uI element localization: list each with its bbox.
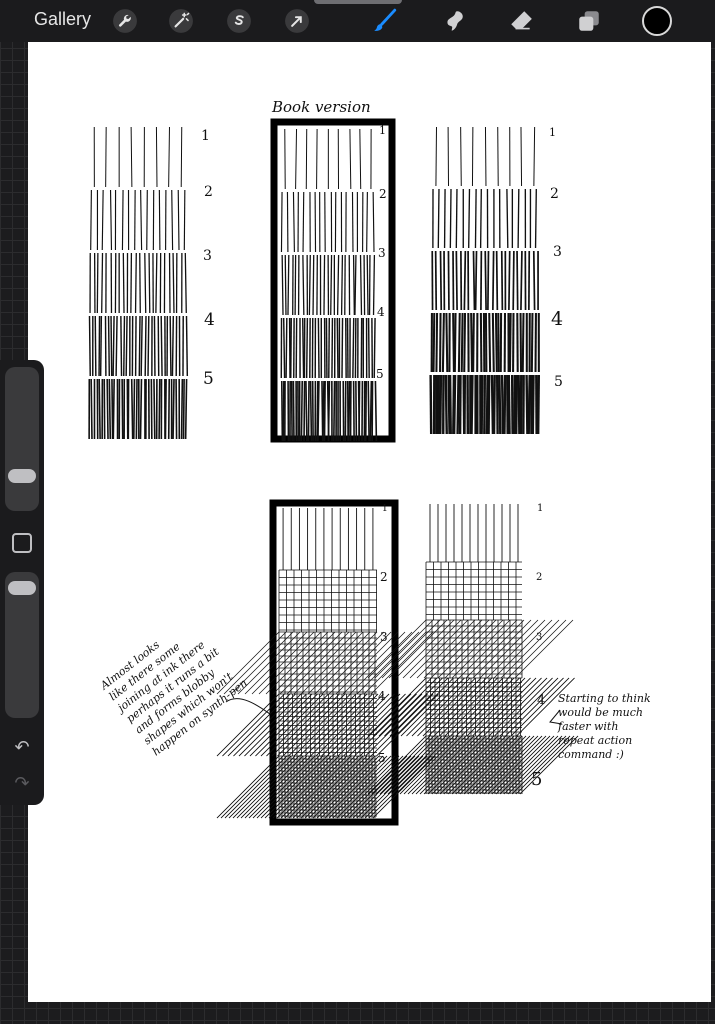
book-hatch-stroke [308,381,309,441]
book-hatch-stroke [292,381,293,441]
book-hatch-stroke [284,318,285,378]
right-hatch-stroke [489,375,490,434]
right-hatch-stroke [469,189,470,248]
left-hatch-stroke [140,253,141,313]
right-hatch-stroke [446,313,447,372]
right-hatch-stroke [536,189,537,248]
left-number-2: 2 [204,184,213,200]
book-number-4: 4 [377,305,385,319]
right-hatch-stroke [509,251,510,310]
book-hatch-stroke [374,318,375,378]
cross-right-number-5: 5 [531,769,543,790]
right-hatch-stroke [532,313,533,372]
book-hatch-stroke [296,129,297,189]
book-hatch-stroke [286,318,287,378]
right-hatch-stroke [462,313,463,372]
right-hatch-stroke [527,375,528,434]
magic-wand-icon[interactable] [166,6,196,36]
cross-book-stroke [225,756,287,818]
left-hatch-stroke [91,379,92,439]
right-hatch-stroke [443,313,444,372]
left-hatch-stroke [141,379,142,439]
left-hatch-stroke [139,316,140,376]
right-hatch-stroke [440,375,441,434]
book-hatch-stroke [361,255,362,315]
book-hatch-stroke [353,318,354,378]
book-hatch-stroke [318,318,319,378]
left-hatch-stroke [107,379,108,439]
cross-right-stroke [410,620,468,678]
left-hatch-stroke [159,190,160,250]
left-hatch-stroke [136,379,137,439]
cross-book-stroke [315,632,377,694]
left-hatch-stroke [136,253,137,313]
left-hatch-stroke [184,190,185,250]
right-hatch-stroke [459,313,460,372]
left-hatch-stroke [111,190,112,250]
left-sidebar [0,360,44,805]
book-hatch-stroke [342,255,343,315]
right-hatch-stroke [502,375,503,434]
left-hatch-stroke [185,253,186,313]
left-hatch-stroke [154,316,155,376]
heading-book-version: Book version [272,98,371,116]
cross-book-number-5: 5 [378,751,386,765]
right-hatch-stroke [458,375,459,434]
right-hatch-stroke [519,375,520,434]
right-hatch-stroke [521,251,522,310]
book-hatch-stroke [293,381,294,441]
left-hatch-stroke [178,190,179,250]
right-hatch-stroke [498,313,499,372]
cross-right-stroke [374,678,432,736]
note-left-handwritten: Almost looks like there some joining at ink there perhaps it runs a bit and forms blobby shapes which won't happen on synth-pen [98,638,250,759]
left-hatch-stroke [111,316,112,376]
right-number-1: 1 [549,126,556,139]
book-number-5: 5 [376,367,384,381]
book-hatch-stroke [303,192,304,252]
left-number-1: 1 [201,128,210,144]
book-hatch-stroke [375,381,376,441]
book-hatch-stroke [331,255,332,315]
cross-right-stroke [480,620,538,678]
book-hatch-stroke [356,381,357,441]
right-hatch-stroke [454,375,455,434]
undo-icon[interactable]: ↶ [14,737,30,757]
left-hatch-stroke [169,127,170,187]
right-hatch-stroke [517,251,518,310]
right-hatch-stroke [455,313,456,372]
book-hatch-stroke [311,381,312,441]
book-hatch-stroke [283,381,284,441]
left-hatch-stroke [156,253,157,313]
right-hatch-stroke [450,375,451,434]
book-hatch-stroke [303,255,304,315]
right-hatch-stroke [494,375,495,434]
book-hatch-stroke [373,192,374,252]
right-hatch-stroke [481,189,482,248]
right-hatch-stroke [507,189,508,248]
color-picker-button[interactable] [642,6,672,36]
right-hatch-stroke [431,375,432,434]
book-hatch-stroke [282,255,283,315]
cross-book-stroke [233,756,295,818]
cross-right-stroke [466,620,524,678]
left-hatch-stroke [121,316,122,376]
brush-icon[interactable] [370,6,400,36]
right-hatch-stroke [446,375,447,434]
book-hatch-stroke [317,129,318,189]
book-hatch-stroke [325,381,326,441]
book-hatch-stroke [364,255,365,315]
right-hatch-stroke [485,127,486,186]
top-pull-handle[interactable] [314,0,402,4]
square-icon[interactable] [12,533,32,553]
cross-right-number-3: 3 [536,632,543,643]
left-hatch-stroke [165,379,166,439]
cross-right-stroke [508,620,566,678]
book-hatch-stroke [354,381,355,441]
book-number-3: 3 [378,246,386,260]
left-hatch-stroke [149,253,150,313]
book-hatch-stroke [303,318,304,378]
left-hatch-stroke [173,253,174,313]
book-hatch-stroke [324,255,325,315]
book-hatch-stroke [349,381,350,441]
left-hatch-stroke [182,379,183,439]
book-hatch-stroke [309,255,310,315]
left-hatch-stroke [91,190,92,250]
left-hatch-stroke [102,190,103,250]
right-hatch-stroke [518,189,519,248]
left-hatch-stroke [186,379,187,439]
cross-right-stroke [452,620,510,678]
cross-right-stroke [494,620,552,678]
right-hatch-stroke [453,313,454,372]
book-hatch-stroke [370,381,371,441]
left-number-4: 4 [204,310,215,330]
cross-right-stroke [375,620,433,678]
right-hatch-stroke [510,313,511,372]
opacity-slider[interactable] [5,572,39,718]
book-hatch-stroke [354,255,355,315]
cross-book-stroke [369,756,431,818]
left-hatch-stroke [95,316,96,376]
right-hatch-stroke [513,251,514,310]
brush-size-knob[interactable] [8,469,36,483]
left-hatch-stroke [156,127,157,187]
right-hatch-stroke [529,375,530,434]
right-hatch-stroke [488,251,489,310]
book-hatch-stroke [301,381,302,441]
right-hatch-stroke [523,313,524,372]
left-hatch-stroke [131,127,132,187]
left-hatch-stroke [148,316,149,376]
left-hatch-stroke [147,190,148,250]
left-hatch-stroke [113,379,114,439]
cross-book-stroke [287,632,349,694]
left-hatch-stroke [170,316,171,376]
right-hatch-stroke [473,313,474,372]
left-hatch-stroke [145,316,146,376]
cross-book-stroke [301,632,363,694]
left-hatch-stroke [173,379,174,439]
right-hatch-stroke [493,251,494,310]
right-hatch-stroke [489,313,490,372]
book-hatch-stroke [282,381,283,441]
book-hatch-stroke [367,192,368,252]
book-hatch-stroke [295,255,296,315]
left-hatch-stroke [106,127,107,187]
right-hatch-stroke [456,251,457,310]
layers-icon[interactable] [574,6,604,36]
left-hatch-stroke [131,253,132,313]
left-hatch-stroke [141,190,142,250]
right-hatch-stroke [516,375,517,434]
book-hatch-stroke [360,129,361,189]
right-hatch-stroke [441,251,442,310]
left-hatch-stroke [112,379,113,439]
book-hatch-stroke [328,381,329,441]
right-hatch-stroke [464,313,465,372]
cross-right-number-1: 1 [537,503,544,514]
cross-right-stroke [438,620,496,678]
book-hatch-stroke [355,255,356,315]
left-hatch-stroke [113,316,114,376]
left-hatch-stroke [89,316,90,376]
right-hatch-stroke [448,251,449,310]
cross-book-number-4: 4 [378,689,386,703]
left-hatch-stroke [116,316,117,376]
left-hatch-stroke [172,190,173,250]
book-hatch-stroke [307,318,308,378]
right-hatch-stroke [504,375,505,434]
transform-arrow-icon[interactable] [282,6,312,36]
right-hatch-stroke [538,375,539,434]
right-hatch-stroke [499,375,500,434]
selection-s-icon[interactable] [224,6,254,36]
right-hatch-stroke [502,251,503,310]
left-hatch-stroke [97,253,98,313]
book-hatch-stroke [337,318,338,378]
left-hatch-stroke [186,316,187,376]
left-hatch-stroke [124,316,125,376]
right-number-5: 5 [554,374,563,390]
cross-book-stroke [259,632,321,694]
note-right-handwritten: Starting to think would be much faster with repeat action command :) [558,692,651,761]
book-hatch-stroke [281,192,282,252]
wrench-icon[interactable] [110,6,140,36]
right-hatch-stroke [450,189,451,248]
book-hatch-stroke [374,255,375,315]
right-hatch-stroke [533,375,534,434]
redo-icon[interactable]: ↷ [14,773,30,793]
right-hatch-stroke [464,251,465,310]
book-hatch-stroke [350,129,351,189]
right-hatch-stroke [473,251,474,310]
right-hatch-stroke [497,251,498,310]
left-hatch-stroke [122,379,123,439]
right-hatch-stroke [509,375,510,434]
book-hatch-stroke [359,381,360,441]
left-hatch-stroke [109,316,110,376]
right-hatch-stroke [472,375,473,434]
right-hatch-stroke [481,313,482,372]
cross-book-number-3: 3 [380,630,388,644]
left-hatch-stroke [122,190,123,250]
cross-book-number-1: 1 [382,504,388,514]
left-hatch-stroke [145,253,146,313]
cross-right-stroke [424,620,482,678]
right-hatch-stroke [492,375,493,434]
right-hatch-stroke [471,313,472,372]
left-hatch-stroke [123,253,124,313]
top-toolbar [0,0,715,42]
book-hatch-stroke [367,255,368,315]
gallery-button[interactable]: Gallery [34,9,92,29]
book-hatch-stroke [334,381,335,441]
book-hatch-stroke [313,255,314,315]
right-hatch-stroke [534,127,535,186]
left-hatch-stroke [134,379,135,439]
right-hatch-stroke [436,251,437,310]
right-hatch-stroke [521,127,522,186]
right-hatch-stroke [438,189,439,248]
right-hatch-stroke [485,251,486,310]
left-number-3: 3 [203,248,212,264]
left-hatch-stroke [109,379,110,439]
brush-size-slider[interactable] [5,367,39,511]
left-hatch-stroke [161,316,162,376]
right-hatch-stroke [461,127,462,186]
cross-book-stroke [357,632,419,694]
right-number-3: 3 [553,244,562,260]
left-hatch-stroke [141,316,142,376]
left-hatch-stroke [159,379,160,439]
right-hatch-stroke [475,189,476,248]
right-number-4: 4 [551,308,564,330]
right-number-2: 2 [550,186,559,202]
book-hatch-stroke [338,255,339,315]
left-hatch-stroke [172,316,173,376]
book-number-1: 1 [379,124,386,137]
left-number-5: 5 [203,369,214,389]
book-hatch-stroke [288,255,289,315]
right-hatch-stroke [434,313,435,372]
right-hatch-stroke [496,313,497,372]
opacity-knob[interactable] [8,581,36,595]
left-hatch-stroke [102,253,103,313]
book-hatch-stroke [293,192,294,252]
right-hatch-stroke [476,251,477,310]
smudge-icon[interactable] [440,6,470,36]
cross-right-stroke [515,620,573,678]
cross-book-number-2: 2 [380,570,388,584]
cross-book-stroke [252,632,314,694]
left-hatch-stroke [126,316,127,376]
book-hatch-stroke [285,255,286,315]
book-hatch-stroke [306,381,307,441]
book-number-2: 2 [379,187,387,201]
cross-right-number-4: 4 [537,693,546,708]
book-hatch-stroke [366,381,367,441]
left-hatch-stroke [101,316,102,376]
book-hatch-stroke [291,318,292,378]
book-hatch-stroke [369,318,370,378]
left-hatch-stroke [181,127,182,187]
artwork [28,42,711,1002]
cross-right-stroke [382,620,440,678]
right-hatch-stroke [482,375,483,434]
book-hatch-stroke [318,381,319,441]
right-hatch-stroke [436,313,437,372]
eraser-icon[interactable] [506,6,536,36]
cross-right-number-2: 2 [536,572,543,583]
right-hatch-stroke [456,189,457,248]
book-hatch-stroke [342,318,343,378]
left-hatch-stroke [132,379,133,439]
book-hatch-stroke [304,381,305,441]
left-hatch-stroke [184,379,185,439]
cross-book-stroke [273,632,335,694]
left-hatch-stroke [99,379,100,439]
book-hatch-stroke [368,381,369,441]
right-hatch-stroke [436,127,437,186]
left-hatch-stroke [154,379,155,439]
drawing-canvas[interactable] [28,42,711,1002]
cross-right-stroke [396,620,454,678]
cross-book-stroke [237,756,299,818]
right-hatch-stroke [493,313,494,372]
right-hatch-stroke [534,251,535,310]
